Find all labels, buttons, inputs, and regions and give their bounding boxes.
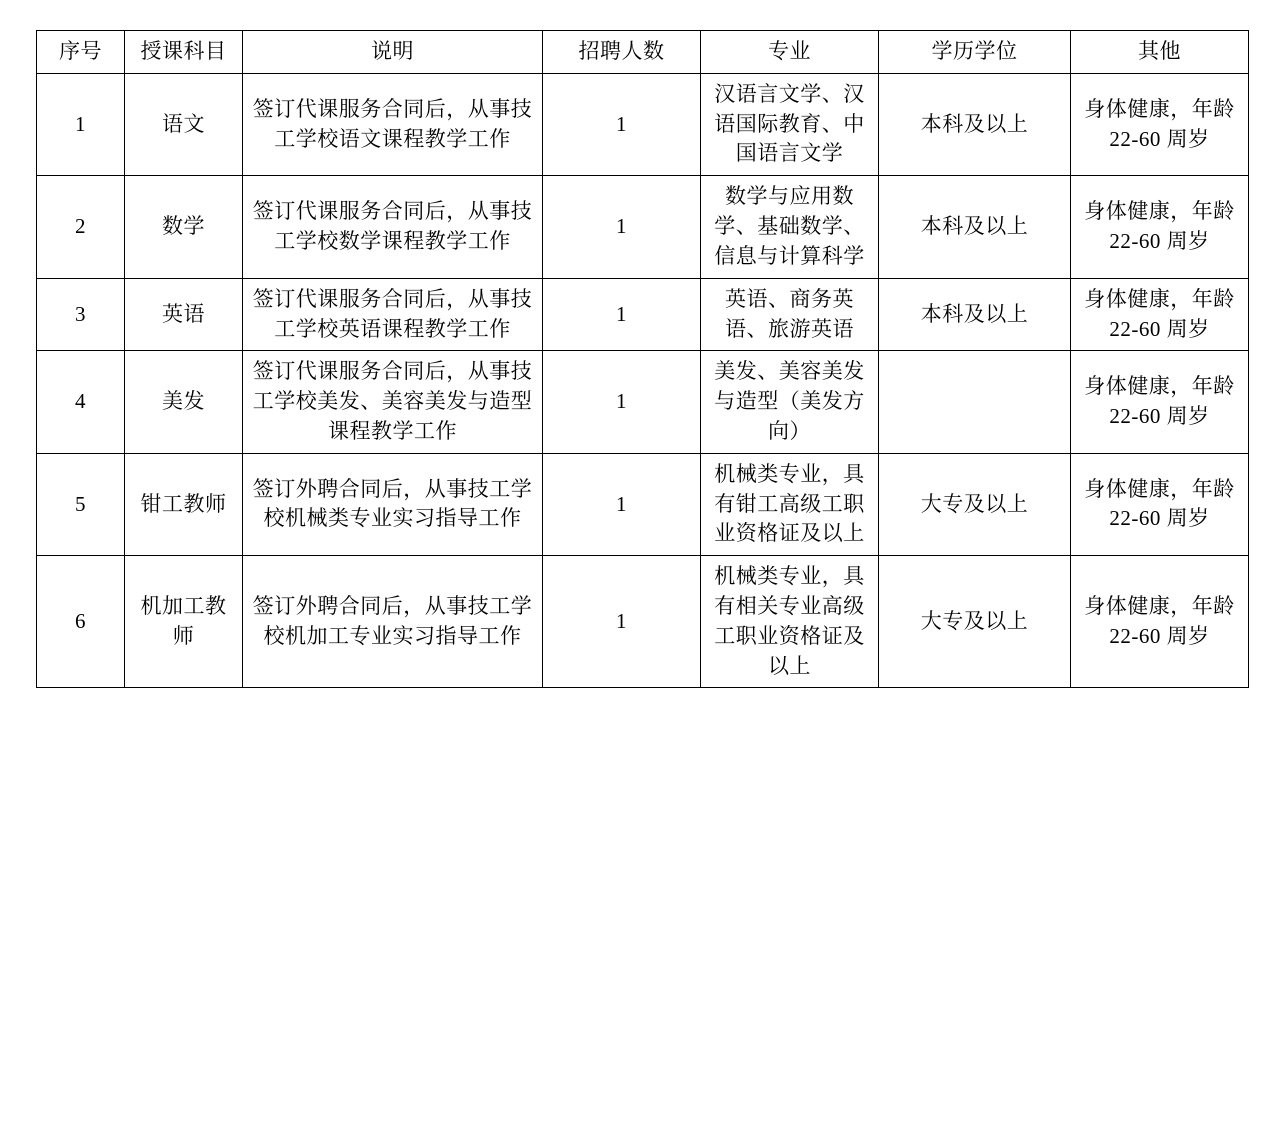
column-header-major: 专业	[701, 31, 879, 74]
cell-major: 机械类专业，具有钳工高级工职业资格证及以上	[701, 453, 879, 555]
cell-other: 身体健康，年龄 22-60 周岁	[1071, 453, 1249, 555]
cell-major: 机械类专业，具有相关专业高级工职业资格证及以上	[701, 556, 879, 688]
cell-other: 身体健康，年龄 22-60 周岁	[1071, 176, 1249, 278]
cell-count: 1	[543, 278, 701, 351]
cell-count: 1	[543, 556, 701, 688]
cell-education: 本科及以上	[879, 176, 1071, 278]
cell-index: 2	[37, 176, 125, 278]
column-header-count: 招聘人数	[543, 31, 701, 74]
cell-education: 大专及以上	[879, 453, 1071, 555]
cell-major: 美发、美容美发与造型（美发方向）	[701, 351, 879, 453]
cell-index: 4	[37, 351, 125, 453]
cell-index: 3	[37, 278, 125, 351]
cell-count: 1	[543, 351, 701, 453]
cell-index: 6	[37, 556, 125, 688]
cell-other: 身体健康，年龄 22-60 周岁	[1071, 73, 1249, 175]
table-row	[37, 556, 1249, 688]
cell-subject: 美发	[125, 351, 243, 453]
cell-index: 5	[37, 453, 125, 555]
table-header-row	[37, 31, 1249, 74]
table-body	[37, 73, 1249, 688]
cell-index: 1	[37, 73, 125, 175]
cell-count: 1	[543, 453, 701, 555]
column-header-index: 序号	[37, 31, 125, 74]
column-header-education: 学历学位	[879, 31, 1071, 74]
cell-description: 签订代课服务合同后，从事技工学校美发、美容美发与造型课程教学工作	[243, 351, 543, 453]
table-header	[37, 31, 1249, 74]
cell-other: 身体健康，年龄 22-60 周岁	[1071, 556, 1249, 688]
table-row	[37, 176, 1249, 278]
cell-education: 本科及以上	[879, 278, 1071, 351]
table-row	[37, 278, 1249, 351]
cell-subject: 语文	[125, 73, 243, 175]
cell-education: 大专及以上	[879, 556, 1071, 688]
column-header-subject: 授课科目	[125, 31, 243, 74]
cell-subject: 英语	[125, 278, 243, 351]
recruitment-table	[36, 30, 1249, 688]
cell-major: 英语、商务英语、旅游英语	[701, 278, 879, 351]
table-row	[37, 453, 1249, 555]
column-header-description: 说明	[243, 31, 543, 74]
cell-count: 1	[543, 73, 701, 175]
cell-subject: 数学	[125, 176, 243, 278]
cell-subject: 钳工教师	[125, 453, 243, 555]
cell-major: 汉语言文学、汉语国际教育、中国语言文学	[701, 73, 879, 175]
cell-description: 签订代课服务合同后，从事技工学校数学课程教学工作	[243, 176, 543, 278]
cell-other: 身体健康，年龄 22-60 周岁	[1071, 278, 1249, 351]
table-row	[37, 73, 1249, 175]
cell-description: 签订代课服务合同后，从事技工学校英语课程教学工作	[243, 278, 543, 351]
cell-subject: 机加工教师	[125, 556, 243, 688]
cell-count: 1	[543, 176, 701, 278]
cell-education: 本科及以上	[879, 73, 1071, 175]
cell-major: 数学与应用数学、基础数学、信息与计算科学	[701, 176, 879, 278]
cell-description: 签订外聘合同后，从事技工学校机械类专业实习指导工作	[243, 453, 543, 555]
cell-description: 签订代课服务合同后，从事技工学校语文课程教学工作	[243, 73, 543, 175]
column-header-other: 其他	[1071, 31, 1249, 74]
cell-description: 签订外聘合同后，从事技工学校机加工专业实习指导工作	[243, 556, 543, 688]
table-row	[37, 351, 1249, 453]
cell-other: 身体健康，年龄 22-60 周岁	[1071, 351, 1249, 453]
cell-education	[879, 351, 1071, 453]
